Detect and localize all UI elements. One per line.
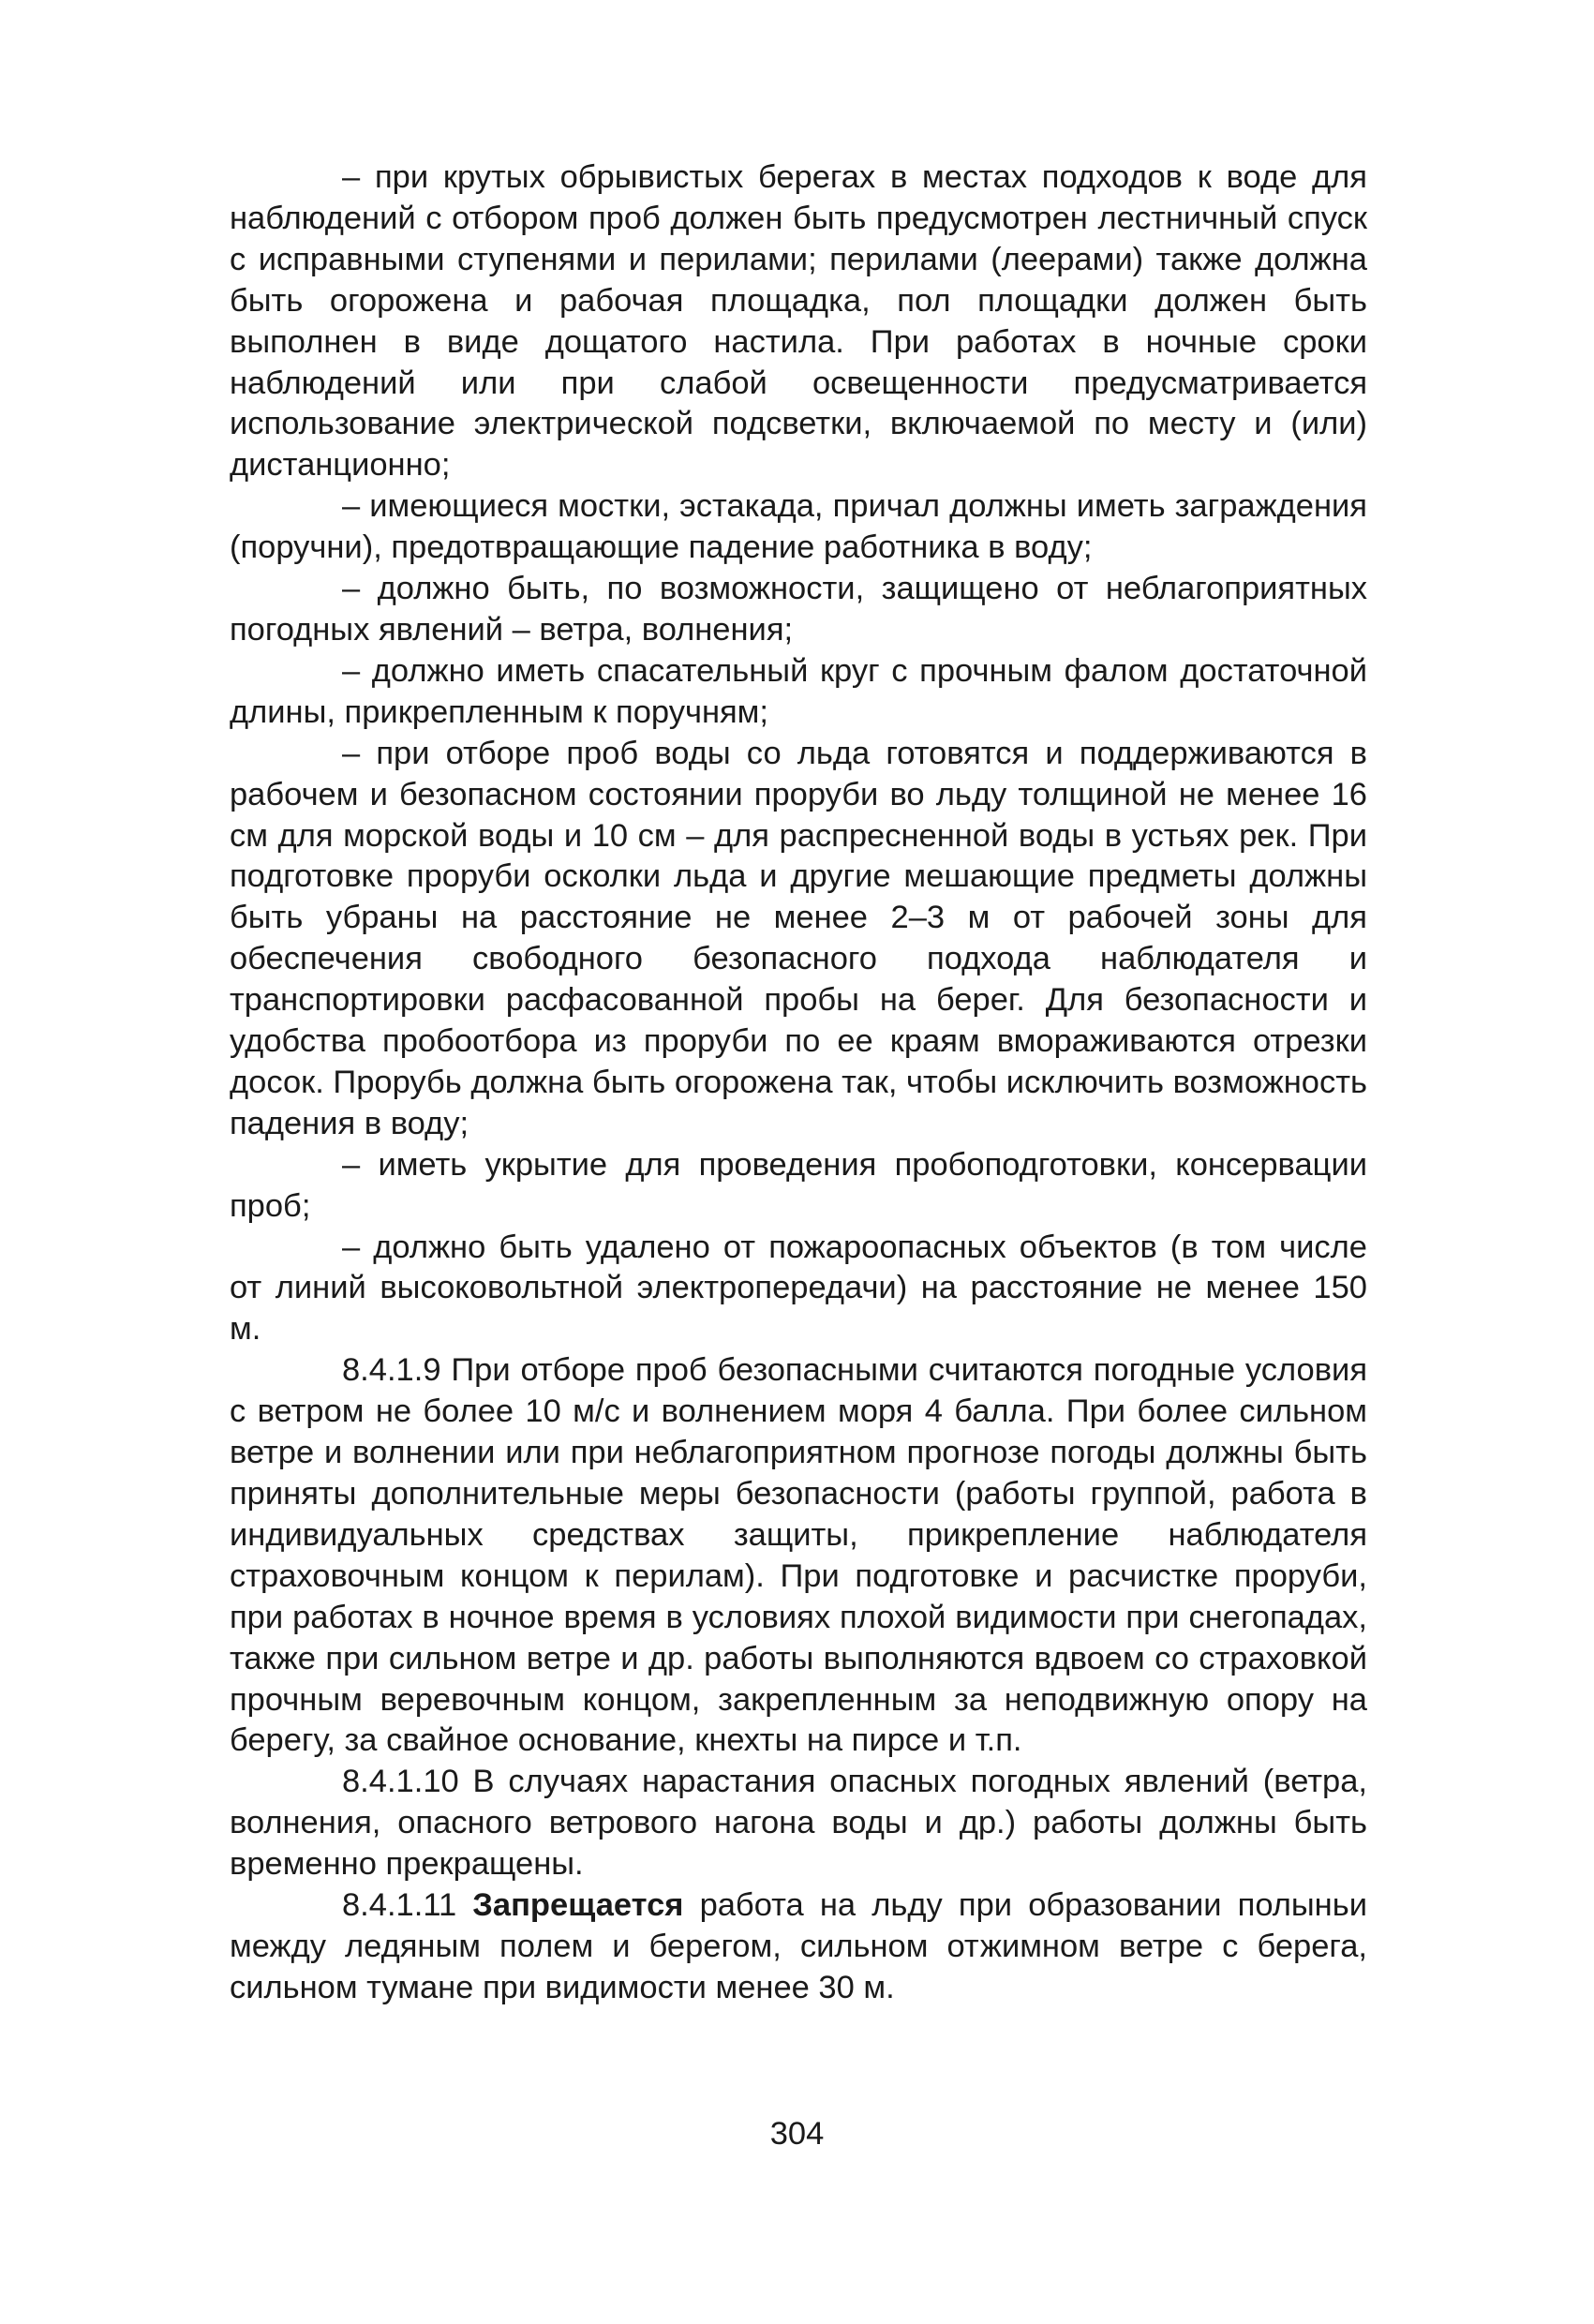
- page-number: 304: [769, 2116, 825, 2152]
- prohibition-text: работа на льду при образовании полыньи между ледяным полем и берегом, сильном отжимном ветре с берега, сильном тумане при видимости менее 30 м.: [230, 1887, 1367, 2005]
- paragraph-ice-holes: – при отборе проб воды со льда готовятся и поддерживаются в рабочем и безопасном состоянии проруби во льду толщиной не менее 16 см для морской воды и 10 см – для распресненной воды в устьях рек. При подготовке проруби осколки льда и другие мешающие предметы должны быть убраны на расстояние не менее 2–3 м от рабочей зоны для обеспечения свободного безопасного подхода наблюдателя и транспортировки расфасованной пробы на берег. Для безопасности и удобства пробоотбора из проруби по ее краям вмораживаются отрезки досок. Прорубь должна быть огорожена так, чтобы исключить возможность падения в воду;: [230, 735, 1367, 1141]
- paragraph-walkways: – имеющиеся мостки, эстакада, причал должны иметь заграждения (поручни), предотвращающие падение работника в воду;: [230, 488, 1367, 566]
- section-number: 8.4.1.11: [342, 1887, 457, 1924]
- prohibition-keyword: Запрещается: [472, 1887, 684, 1924]
- paragraph-fire-distance: – должно быть удалено от пожароопасных объектов (в том числе от линий высоковольтной электропередачи) на расстояние не менее 150 м.: [230, 1229, 1367, 1348]
- paragraph-life-buoy: – должно иметь спасательный круг с прочным фалом достаточной длины, прикрепленным к поручням;: [230, 652, 1367, 730]
- paragraph-shelter: – иметь укрытие для проведения пробоподготовки, консервации проб;: [230, 1146, 1367, 1224]
- paragraph-weather-protection: – должно быть, по возможности, защищено от неблагоприятных погодных явлений – ветра, волнения;: [230, 571, 1367, 648]
- paragraph-8-4-1-11: [230, 1885, 1367, 2009]
- paragraph-steep-banks: – при крутых обрывистых берегах в местах подходов к воде для наблюдений с отбором проб должен быть предусмотрен лестничный спуск с исправными ступенями и перилами; перилами (леерами) также должна быть огорожена и рабочая площадка, пол площадки должен быть выполнен в виде дощатого настила. При работах в ночные сроки наблюдений или при слабой освещенности предусматривается использование электрической подсветки, включаемой по месту и (или) дистанционно;: [230, 159, 1367, 484]
- page-body: [230, 157, 1367, 2009]
- paragraph-8-4-1-9: 8.4.1.9 При отборе проб безопасными считаются погодные условия с ветром не более 10 м/с и волнением моря 4 балла. При более сильном ветре и волнении или при неблагоприятном прогнозе погоды должны быть приняты дополнительные меры безопасности (работы группой, работа в индивидуальных средствах защиты, прикрепление наблюдателя страховочным концом к перилам). При подготовке и расчистке проруби, при работах в ночное время в условиях плохой видимости при снегопадах, также при сильном ветре и др. работы выполняются вдвоем со страховкой прочным веревочным концом, закрепленным за неподвижную опору на берегу, за свайное основание, кнехты на пирсе и т.п.: [230, 1352, 1367, 1759]
- paragraph-8-4-1-10: 8.4.1.10 В случаях нарастания опасных погодных явлений (ветра, волнения, опасного ветрового нагона воды и др.) работы должны быть временно прекращены.: [230, 1764, 1367, 1883]
